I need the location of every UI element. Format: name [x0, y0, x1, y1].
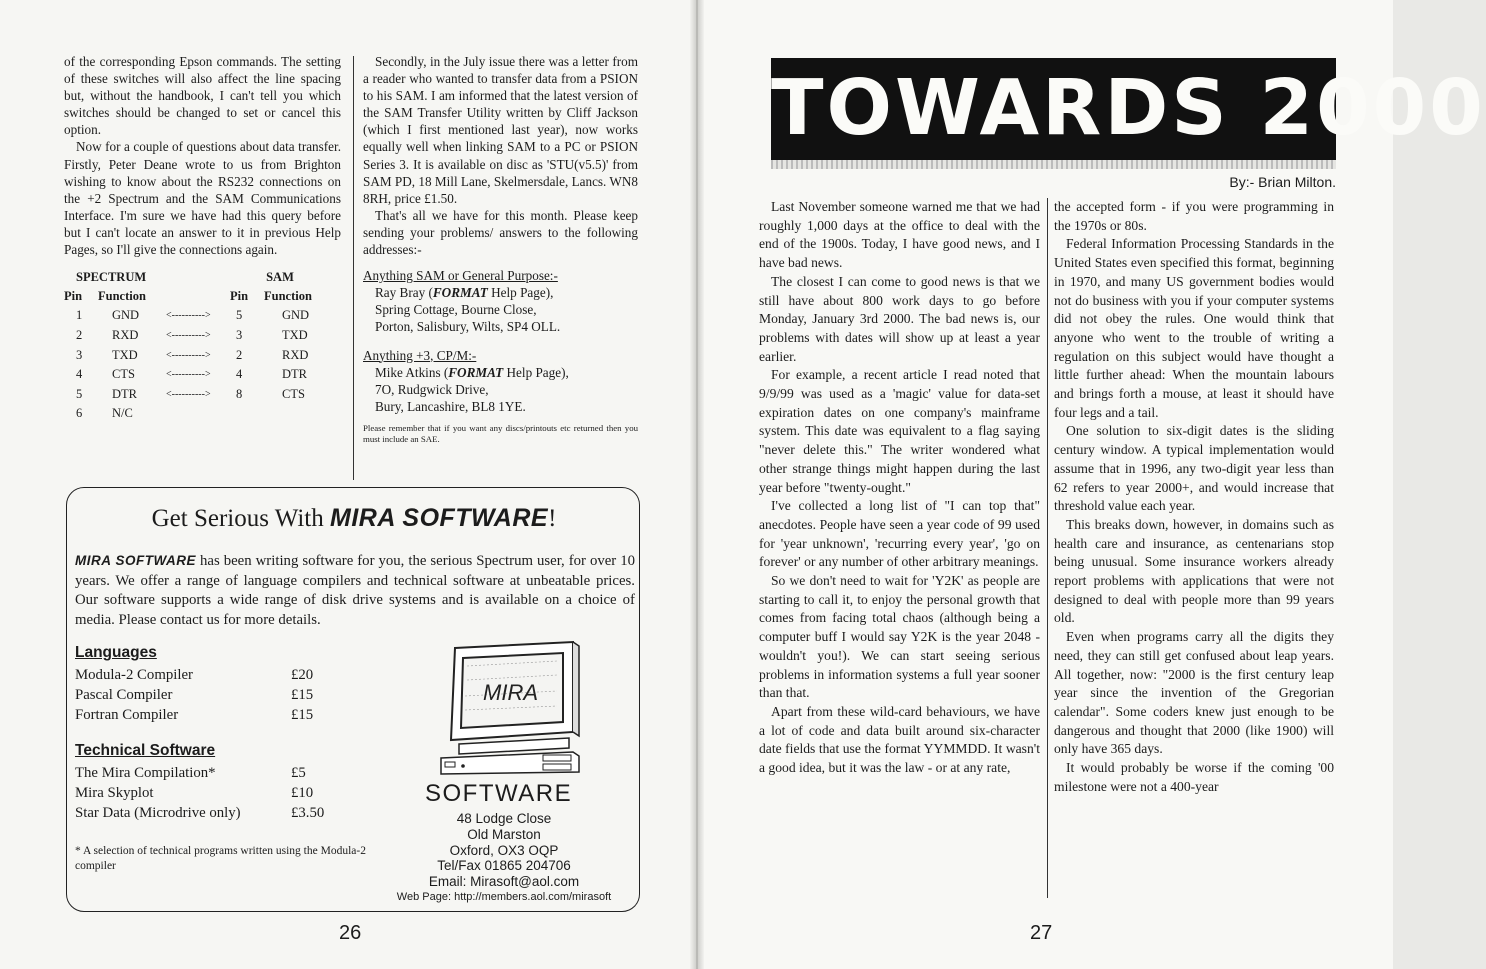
address-line: Bury, Lancashire, BL8 1YE.: [375, 398, 526, 414]
paragraph: of the corresponding Epson commands. The setting of these switches will also affect the line spacing but, without the handbook, I can't tell you which switches should be changed to set or cancel this option.: [64, 54, 341, 138]
list-item: Pascal Compiler £15: [75, 687, 314, 703]
advert-title: Get Serious With MIRA SOFTWARE!: [151, 504, 557, 532]
banner-shadow: [771, 160, 1336, 169]
address-line: Old Marston: [467, 826, 541, 842]
paragraph: Last November someone warned me that we had roughly 1,000 days at the office to deal with the end of the 1900s. Today, I have good news, and I have bad news.: [759, 199, 1040, 271]
advert-body: MIRA SOFTWARE has been writing software for you, the serious Spectrum user, for over 10 years. We offer a range of language compilers and technical software at unbeatable prices. Our software supports a wide range of disk drive systems and is available on a choice of media. Please contact us for more details.: [75, 553, 636, 628]
column-divider: [353, 56, 354, 480]
languages-list: [75, 665, 313, 725]
column-divider: [1047, 198, 1048, 898]
table-group-header: [64, 268, 330, 287]
rs232-connection-table: [64, 268, 330, 424]
address-name: Mike Atkins (FORMAT Help Page),: [375, 364, 569, 380]
left-column-1: [64, 53, 341, 424]
right-column-2: [1054, 198, 1334, 797]
article-title: TOWARDS 2000: [771, 64, 1486, 153]
list-item: Star Data (Microdrive only) £3.50: [75, 805, 325, 821]
paragraph: Secondly, in the July issue there was a letter from a reader who wanted to transfer data from a PSION to his SAM. I am informed that the latest version of the SAM Transfer Utility written by Cliff Jackson (which I first mentioned last year), now works equally well when linking SAM to a PC or PSION Series 3. It is available on disc as 'STU(v5.5)' from SAM PD, 18 Mill Lane, Skelmersdale, Lancs. WN8 8RH, price £1.50.: [363, 54, 638, 206]
computer-logo-icon: [433, 640, 583, 776]
address-heading: Anything +3, CP/M:-: [363, 347, 477, 363]
address-line: Spring Cottage, Bourne Close,: [375, 302, 537, 318]
paragraph: One solution to six-digit dates is the sliding century window. A typical implementation would assume that in 1996, any two-digit year less than 62 refers to year 2000+, and would increase that threshold value each year.: [1054, 423, 1334, 514]
technical-software-heading: Technical Software: [75, 742, 216, 759]
list-item: The Mira Compilation* £5: [75, 765, 306, 781]
header-pin: Pin: [64, 289, 83, 304]
paragraph: the accepted form - if you were programming in the 1970s or 80s.: [1054, 199, 1334, 233]
paragraph: I've collected a long list of "I can top that" anecdotes. People have seen a year code of 99 used for 'year unknown', 'recurring every year', 'go on forever' or any number of other arbitrary meanings.: [759, 498, 1040, 570]
software-wordmark: SOFTWARE: [425, 780, 573, 807]
languages-heading: Languages: [75, 644, 157, 661]
article-banner: [771, 58, 1486, 160]
address-heading: Anything SAM or General Purpose:-: [363, 268, 558, 284]
paragraph: Federal Information Processing Standards in the United States even specified this format, beginning in 1970, and many US government bodies would not do business with you if your computer systems did not obey the rules. One would think that anyone who went to the trouble of writing a regulation on this subject would have thought a little further ahead: When the mountain labours and brings forth a mouse, at least it should have four legs and a tail.: [1054, 236, 1334, 420]
paragraph: This breaks down, however, in domains such as health care and insurance, as centenarians stop being unusual. Some insurance workers already report problems with applications that were not designed to deal with people more than 99 years old.: [1054, 516, 1334, 626]
advert-contact: [367, 811, 641, 906]
paragraph: Now for a couple of questions about data transfer. Firstly, Peter Deane wrote to us from Brighton wishing to know about the RS232 connections on the +2 Spectrum and the SAM Communications Interface. I'm sure we have had this query before but I can't locate an answer to it in previous Help Pages, so I'll give the connections again.: [64, 139, 341, 258]
mira-software-advert: [66, 487, 640, 912]
web-address: Web Page: http://members.aol.com/mirasoft: [396, 890, 612, 903]
byline: By:- Brian Milton.: [1229, 174, 1336, 190]
address-line: Oxford, OX3 OQP: [449, 842, 559, 858]
technical-software-list: [75, 763, 324, 823]
address-name: Ray Bray (FORMAT Help Page),: [375, 285, 554, 301]
list-item: Modula-2 Compiler £20: [75, 667, 314, 683]
list-item: Mira Skyplot £10: [75, 785, 314, 801]
table-row: 2 RXD <----------> 3 TXD: [76, 327, 308, 342]
table-row: 1 GND <----------> 5 GND: [76, 308, 310, 323]
header-pin-sam: Pin: [230, 289, 249, 304]
paragraph: Apart from these wild-card behaviours, we have a lot of code and data built around six-character date fields that use the format YYMMDD. It wasn't a good idea, but it was the law - or at any rate,: [759, 703, 1040, 776]
paragraph: So we don't need to wait for 'Y2K' as people are starting to call it, to enjoy the personal growth that comes from facing total chaos (although being a computer buff I would say Y2K is the year 2048 - wouldn't you!). We can start seeing serious problems in information systems a full year sooner than that.: [759, 573, 1040, 701]
address-line: Porton, Salisbury, Wilts, SP4 OLL.: [375, 319, 561, 335]
page-number-left: 26: [339, 922, 362, 944]
left-column-2: [363, 53, 638, 445]
paragraph: It would probably be worse if the coming '00 milestone were not a 400-year: [1054, 760, 1334, 794]
sae-note: Please remember that if you want any discs/printouts etc returned then you must include an SAE.: [363, 422, 638, 444]
book-spine: [690, 0, 704, 969]
address-line: 48 Lodge Close: [456, 811, 552, 826]
address-block-sam: [363, 267, 638, 335]
email-line: Email: Mirasoft@aol.com: [428, 874, 580, 890]
table-row: 5 DTR <----------> 8 CTS: [76, 386, 305, 401]
group-sam: SAM: [266, 270, 294, 285]
table-row: 6 N/C: [76, 406, 133, 421]
paragraph: The closest I can come to good news is that we still have about 800 work days to go before Monday, January 3rd 2000. The bad news is, our problems with dates will show up at least a year earlier.: [759, 273, 1040, 364]
phone-line: Tel/Fax 01865 204706: [437, 858, 571, 874]
page-number-right: 27: [1030, 922, 1053, 944]
paragraph: Even when programs carry all the digits they need, they can still get confused about leap years. All together, now: "2000 is the first century leap year since the invention of the Gregorian calendar". Some coders knew just enough to be dangerous and thought that 2000 (like 1900) will only have 365 days.: [1054, 629, 1334, 757]
address-block-plus3: [363, 347, 638, 415]
advert-footnote: * A selection of technical programs written using the Modula-2 compiler: [75, 845, 366, 872]
address-line: 7O, Rudgwick Drive,: [375, 381, 489, 397]
paragraph: For example, a recent article I read noted that 9/9/99 was used as a 'magic' value for data-set expiration dates on one company's mainframe system. This date was equivalent to a flag saying "never delete this." The writer wondered what other strange things might happen during the last year before "twenty-ought.": [759, 367, 1040, 495]
right-column-1: [759, 198, 1040, 778]
table-row: 4 CTS <----------> 4 DTR: [76, 367, 307, 382]
paragraph: That's all we have for this month. Please keep sending your problems/ answers to the following addresses:-: [363, 207, 638, 258]
header-function-sam: Function: [264, 289, 312, 304]
logo-text: MIRA: [483, 680, 538, 705]
header-function: Function: [98, 289, 146, 304]
table-row: 3 TXD <----------> 2 RXD: [76, 347, 309, 362]
list-item: Fortran Compiler £15: [75, 707, 314, 723]
group-spectrum: SPECTRUM: [76, 270, 147, 285]
table-column-header: [64, 287, 330, 306]
